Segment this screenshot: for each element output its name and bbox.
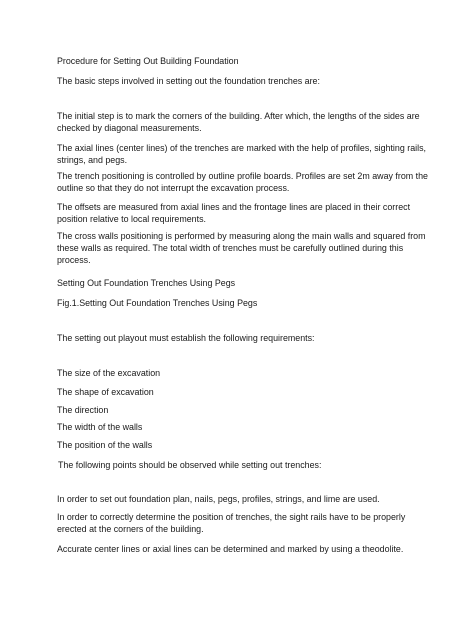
requirements-intro: The setting out playout must establish the following requirements:	[57, 333, 315, 343]
point-paragraph-3: Accurate center lines or axial lines can be determined and marked by using a theodolite.	[57, 544, 404, 554]
step-paragraph-5: The cross walls positioning is performed by measuring along the main walls and squared from these walls as required. The total width of trenches must be carefully outlined during this process.	[57, 231, 426, 266]
document-title: Procedure for Setting Out Building Foundation	[57, 56, 239, 66]
step-paragraph-4: The offsets are measured from axial lines and the frontage lines are placed in their correct position relative to local requirements.	[57, 202, 411, 225]
requirement-item-3: The direction	[57, 405, 109, 415]
section-heading: Setting Out Foundation Trenches Using Pegs	[57, 278, 236, 288]
requirement-item-2: The shape of excavation	[57, 387, 154, 397]
requirement-item-1: The size of the excavation	[57, 368, 161, 378]
step-paragraph-3: The trench positioning is controlled by outline profile boards. Profiles are set 2m away from the outline so that they do not interrupt the excavation process.	[57, 171, 428, 194]
requirement-item-4: The width of the walls	[57, 422, 143, 432]
requirement-item-5: The position of the walls	[57, 440, 153, 450]
intro-paragraph: The basic steps involved in setting out the foundation trenches are:	[57, 76, 320, 86]
step-paragraph-2: The axial lines (center lines) of the trenches are marked with the help of profiles, sighting rails, strings, and pegs.	[57, 143, 426, 166]
figure-caption: Fig.1.Setting Out Foundation Trenches Using Pegs	[57, 298, 258, 308]
points-intro: The following points should be observed while setting out trenches:	[58, 460, 322, 470]
step-paragraph-1: The initial step is to mark the corners of the building. After which, the lengths of the sides are checked by diagonal measurements.	[57, 111, 420, 134]
point-paragraph-2: In order to correctly determine the position of trenches, the sight rails have to be properly erected at the corners of the building.	[57, 512, 406, 535]
point-paragraph-1: In order to set out foundation plan, nails, pegs, profiles, strings, and lime are used.	[57, 494, 380, 504]
